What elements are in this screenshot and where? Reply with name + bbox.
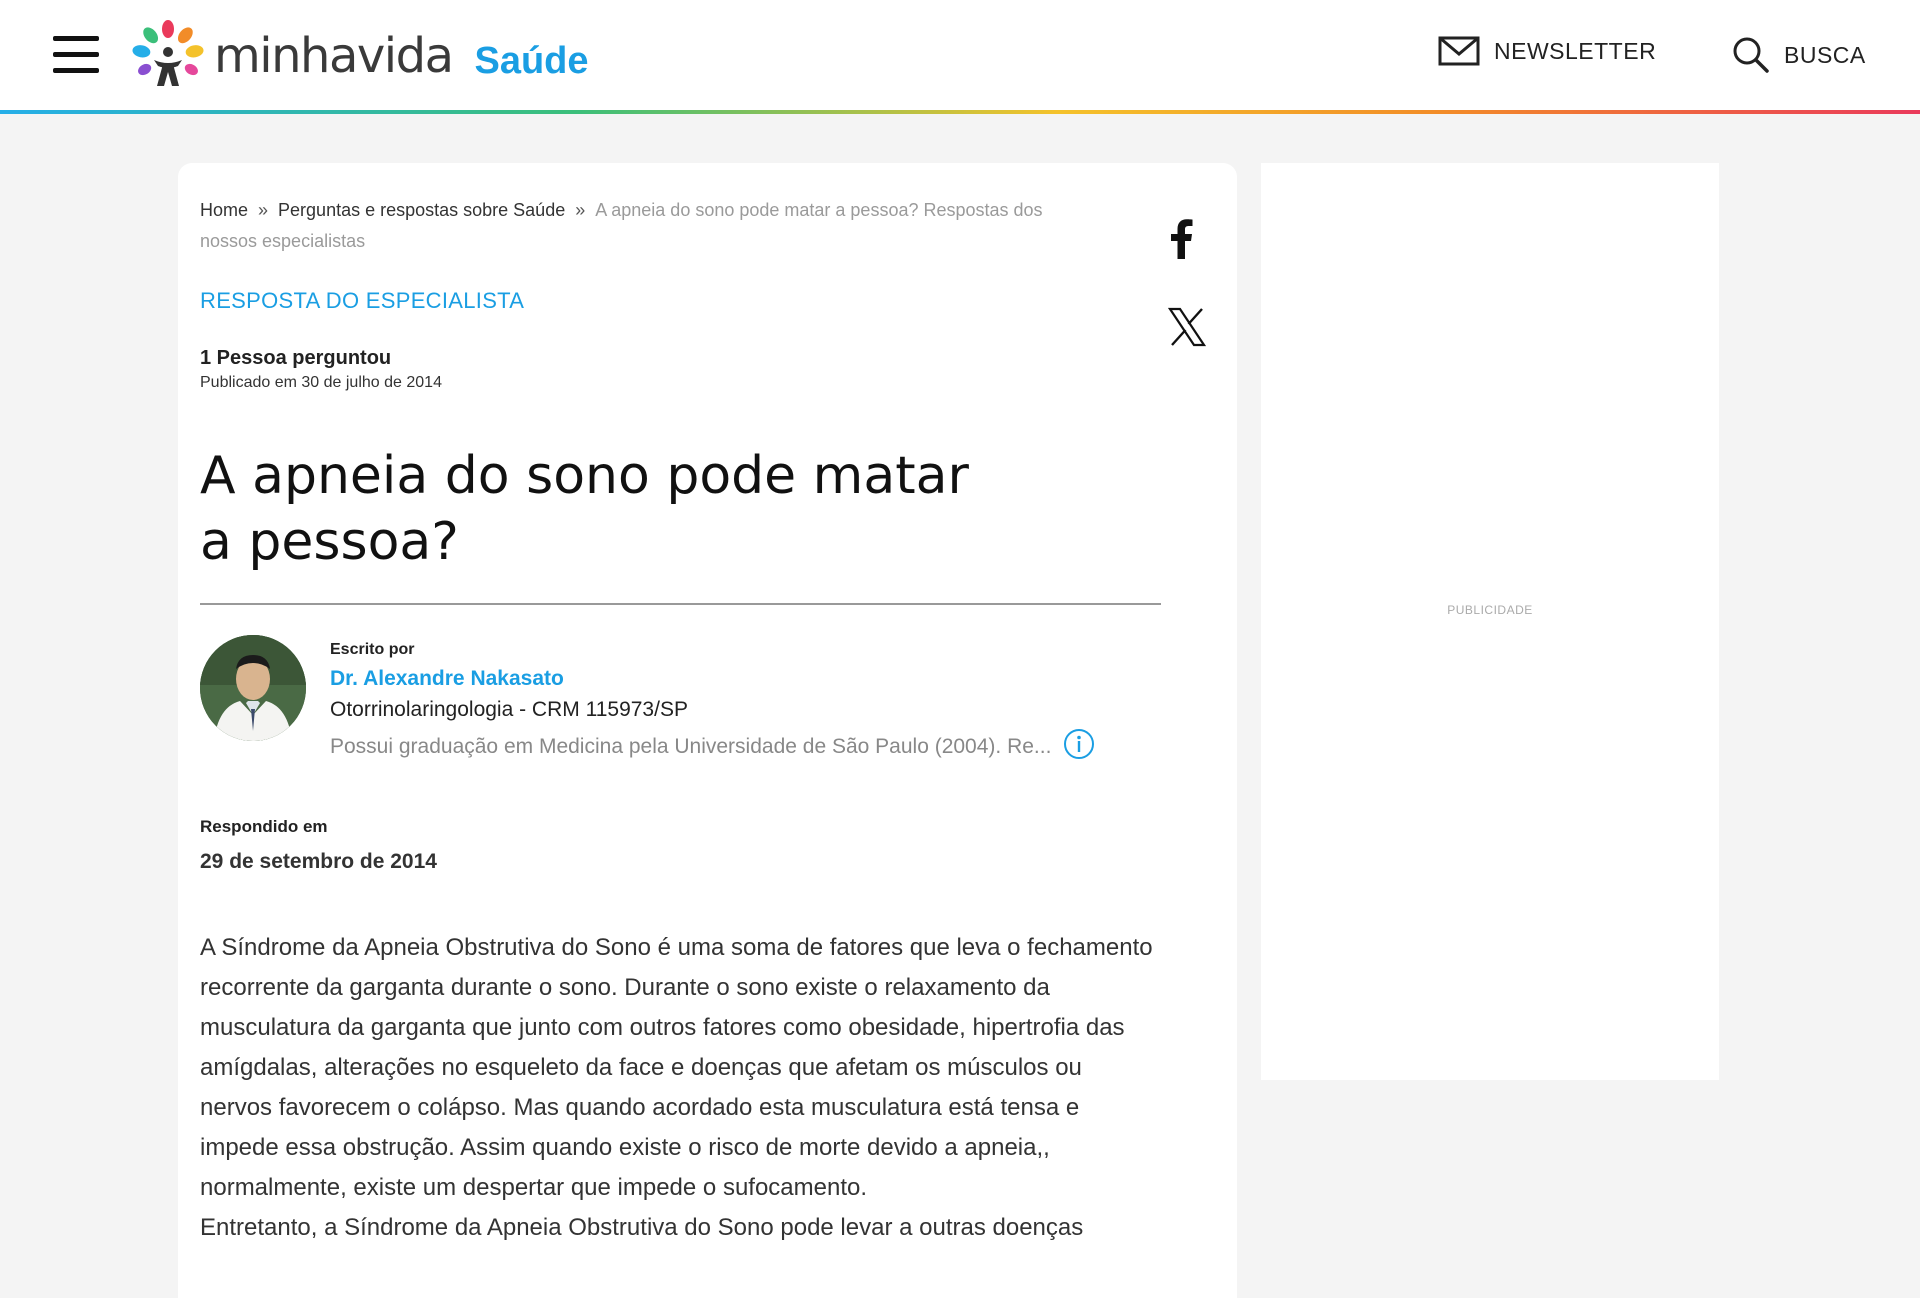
header-gradient-divider [0,110,1920,114]
breadcrumb-current: A apneia do sono pode matar a pessoa? Respostas dos nossos especialistas [200,200,1043,251]
search-label: BUSCA [1784,41,1866,68]
mail-icon [1438,36,1480,66]
answered-date: 29 de setembro de 2014 [200,850,437,873]
author-photo [200,635,306,741]
breadcrumb-separator: » [575,200,586,220]
author-block [330,641,1150,765]
page-title: A apneia do sono pode matar a pessoa? [200,446,969,572]
answer-body [200,928,1160,1248]
info-icon[interactable] [1063,728,1095,765]
site-logo[interactable] [128,18,589,94]
ad-label: PUBLICIDADE [1447,603,1533,617]
site-header [0,0,1920,114]
breadcrumb-separator: » [258,200,269,220]
breadcrumb-home[interactable]: Home [200,200,249,220]
answer-paragraph: Entretanto, a Síndrome da Apneia Obstrutiva do Sono pode levar a outras doenças [200,1214,1084,1241]
section-name[interactable]: Saúde [474,39,589,82]
breadcrumb [200,195,1100,257]
newsletter-link[interactable] [1438,36,1656,66]
author-bio: Possui graduação em Medicina pela Universidade de São Paulo (2004). Re... [330,734,1052,758]
flower-logo-icon [128,18,208,94]
search-icon [1732,36,1770,74]
sidebar-ad-slot[interactable] [1261,163,1719,1080]
newsletter-label: NEWSLETTER [1494,37,1657,64]
facebook-share-button[interactable] [1168,219,1194,264]
asked-count: 1 Pessoa perguntou [200,347,392,369]
article-tag[interactable]: RESPOSTA DO ESPECIALISTA [200,288,525,313]
article-card [178,163,1237,1298]
hamburger-menu-icon[interactable] [53,36,99,74]
answer-paragraph: A Síndrome da Apneia Obstrutiva do Sono é uma soma de fatores que leva o fechamento recorrente da garganta durante o sono. Durante o sono existe o relaxamento da musculatura da garganta que junto com outros fatores como obesidade, hipertrofia das amígdalas, alterações no esqueleto da face e doenças que afetam os músculos ou nervos favorecem o colápso. Mas quando acordado esta musculatura está tensa e impede essa obstrução. Assim quando existe o risco de morte devido a apneia,, normalmente, existe um despertar que impede o sufocamento. [200,934,1153,1201]
brand-wordmark: minhavida [214,28,453,84]
published-date: Publicado em 30 de julho de 2014 [200,374,442,391]
author-by-label: Escrito por [330,641,415,658]
facebook-icon [1168,219,1194,259]
x-icon [1168,307,1206,347]
search-link[interactable] [1732,36,1866,74]
answered-label: Respondido em [200,817,328,836]
author-avatar[interactable] [200,635,306,741]
breadcrumb-category[interactable]: Perguntas e respostas sobre Saúde [278,200,566,220]
title-divider [200,603,1161,605]
author-specialty: Otorrinolaringologia - CRM 115973/SP [330,698,688,721]
author-name-link[interactable]: Dr. Alexandre Nakasato [330,667,564,690]
x-share-button[interactable] [1168,307,1206,352]
